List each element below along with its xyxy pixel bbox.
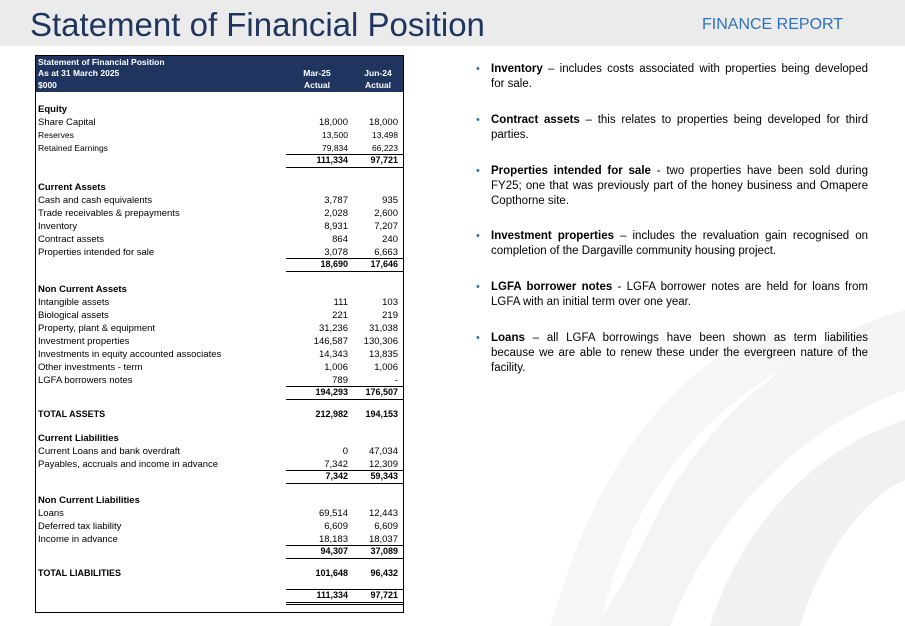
- subtotal-row: 7,342 59,343: [325, 471, 398, 481]
- net-rule: [286, 604, 403, 605]
- section-heading: Non Current Liabilities: [38, 495, 140, 506]
- subtotal-rule: [286, 167, 403, 168]
- table-row: Income in advance 18,183 18,037: [38, 534, 398, 545]
- subtotal-row: 194,293 176,507: [315, 387, 398, 397]
- total-liabilities-row: TOTAL LIABILITIES 101,648 96,432: [38, 568, 398, 578]
- table-header: [36, 56, 403, 92]
- table-row: Deferred tax liability 6,609 6,609: [38, 521, 398, 532]
- section-heading: Non Current Assets: [38, 284, 127, 295]
- table-row: Inventory 8,931 7,207: [38, 221, 398, 232]
- table-row: Property, plant & equipment 31,236 31,038: [38, 323, 398, 334]
- col-jun24-sub: Actual: [365, 80, 391, 90]
- bullet-icon: •: [476, 114, 480, 126]
- financial-position-table: [35, 55, 404, 613]
- table-row: Cash and cash equivalents 3,787 935: [38, 195, 398, 206]
- bullet-icon: •: [476, 63, 480, 75]
- table-row: Payables, accruals and income in advance 7,342 12,309: [38, 459, 398, 470]
- report-tag: FINANCE REPORT: [702, 16, 844, 33]
- section-heading: Equity: [38, 104, 68, 115]
- page-title: Statement of Financial Position: [30, 6, 485, 43]
- col-mar25-sub: Actual: [304, 80, 330, 90]
- table-row: LGFA borrowers notes 789 -: [38, 375, 398, 386]
- table-date: As at 31 March 2025: [38, 68, 120, 78]
- table-units: $000: [38, 80, 57, 90]
- subtotal-rule: [286, 271, 403, 272]
- subtotal-row: 18,690 17,646: [320, 259, 398, 269]
- table-row: Biological assets 221 219: [38, 310, 398, 321]
- subtotal-row: 94,307 37,089: [320, 546, 398, 556]
- net-assets-row: 111,334 97,721: [316, 590, 398, 600]
- subtotal-rule: [286, 483, 403, 484]
- net-rule: [286, 602, 403, 603]
- table-caption: Statement of Financial Position: [38, 57, 165, 67]
- bullet-icon: •: [476, 165, 480, 177]
- subtotal-rule: [286, 399, 403, 400]
- table-row: Loans 69,514 12,443: [38, 508, 398, 519]
- table-row: Share Capital 18,000 18,000: [38, 117, 398, 128]
- bullet-icon: •: [476, 281, 480, 293]
- bullet-icon: •: [476, 332, 480, 344]
- col-mar25-label: Mar-25: [303, 68, 331, 78]
- table-row: Investments in equity accounted associates 14,343 13,835: [38, 349, 398, 360]
- section-heading: Current Liabilities: [38, 433, 119, 444]
- col-jun24-label: Jun-24: [364, 68, 392, 78]
- subtotal-rule: [286, 558, 403, 559]
- table-row: Retained Earnings 79,834 66,223: [38, 143, 398, 153]
- section-heading: Current Assets: [38, 182, 106, 193]
- total-assets-row: TOTAL ASSETS 212,982 194,153: [38, 409, 398, 419]
- table-row: Investment properties 146,587 130,306: [38, 336, 398, 347]
- table-row: Properties intended for sale 3,078 6,663: [38, 247, 398, 258]
- table-row: Contract assets 864 240: [38, 234, 398, 245]
- table-row: Current Loans and bank overdraft 0 47,034: [38, 446, 398, 457]
- bullet-icon: •: [476, 230, 480, 242]
- table-row: Intangible assets 111 103: [38, 297, 398, 308]
- subtotal-row: 111,334 97,721: [316, 155, 398, 165]
- header-bar: [0, 0, 905, 46]
- table-row: Other investments - term 1,006 1,006: [38, 362, 398, 373]
- table-row: Reserves 13,500 13,498: [38, 130, 398, 140]
- table-row: Trade receivables & prepayments 2,028 2,600: [38, 208, 398, 219]
